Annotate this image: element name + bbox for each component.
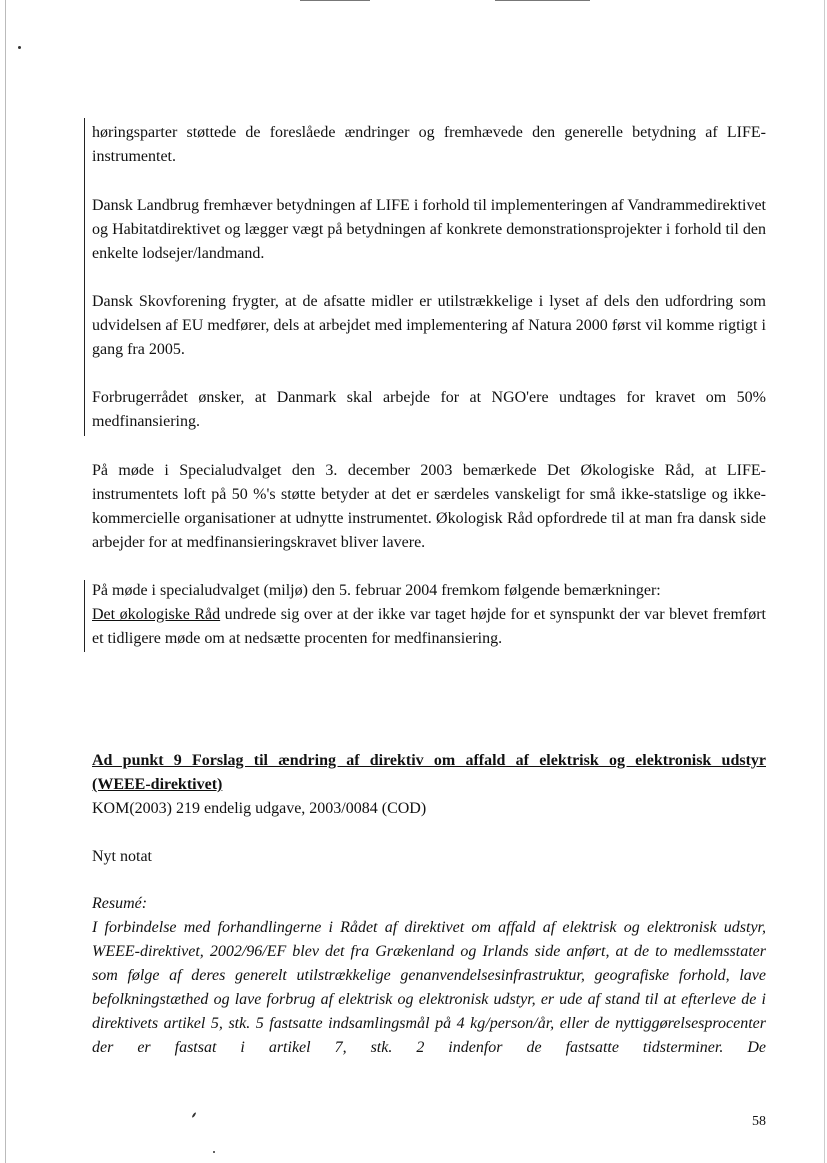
page-number: 58 bbox=[752, 1114, 766, 1129]
change-bar bbox=[84, 118, 85, 436]
scan-edge bbox=[5, 0, 6, 1163]
scan-edge bbox=[824, 0, 825, 1163]
scan-speck bbox=[191, 1112, 196, 1118]
section-heading: Ad punkt 9 Forslag til ændring af direktiv om affald af elektrisk og elektronisk udstyr bbox=[92, 752, 766, 769]
paragraph-hearing-parties: høringsparter støttede de foreslåede ændringer og fremhævede den generelle betydning af LIFE-instrumentet. bbox=[92, 124, 766, 165]
change-bar bbox=[84, 580, 85, 652]
paragraph-specialudvalget: På møde i Specialudvalget den 3. december 2003 bemærkede Det Økologiske Råd, at LIFE-instrumentets loft på 50 %'s støtte betyder at det er særdeles vanskeligt for små ikke-statslige og ikke-kommercielle organisationer at udnytte instrumentet. Økologisk Råd opfordrede til at man fra dansk side arbejder for at medfinansieringskravet bliver lavere. bbox=[92, 462, 766, 551]
meeting-note-intro: På møde i specialudvalget (miljø) den 5. februar 2004 fremkom følgende bemærkninger: bbox=[92, 582, 661, 599]
speaker-name: Det økologiske Råd bbox=[92, 606, 221, 623]
section-heading-subtitle: (WEEE-direktivet) bbox=[92, 776, 223, 793]
resume-text: I forbindelse med forhandlingerne i Rådet af direktivet om affald af elektrisk og elektronisk udstyr, WEEE-direktivet, 2002/96/EF blev det fra Grækenland og Irlands side anført, at de to medlemsstater som følge af deres generelt utilstrækkelige genanvendelsesinfrastruktur, geografiske forhold, lave befolkningstæthed og lave forbrug af elektrisk og elektronisk udstyr, er ude af stand til at efterleve de i direktivets artikel 5, stk. 5 fastsatte indsamlingsmål på 4 kg/person/år, eller de nyttiggørelsesprocenter der er fastsat i artikel 7, stk. 2 indenfor de fastsatte tidsterminer. De bbox=[92, 919, 766, 1056]
meeting-note-rest: undrede sig over at der ikke var taget højde for et synspunkt der var blevet fremført et tidligere møde om at nedsætte procenten for medfinansiering. bbox=[92, 606, 767, 647]
paragraph-dansk-skovforening: Dansk Skovforening frygter, at de afsatte midler er utilstrækkelige i lyset af dels den udfordring som udvidelsen af EU medfører, dels at arbejdet med implementering af Natura 2000 først vil komme rigtigt i gang fra 2005. bbox=[92, 293, 766, 358]
scan-artifact bbox=[495, 0, 590, 1]
resume-label: Resumé: bbox=[92, 895, 148, 912]
document-reference: KOM(2003) 219 endelig udgave, 2003/0084 (COD) bbox=[92, 800, 427, 817]
meeting-note-body bbox=[92, 603, 766, 651]
note-type: Nyt notat bbox=[92, 848, 152, 865]
scan-speck bbox=[213, 1151, 215, 1153]
paragraph-dansk-landbrug: Dansk Landbrug fremhæver betydningen af LIFE i forhold til implementeringen af Vandrammedirektivet og Habitatdirektivet og lægger vægt på betydningen af konkrete demonstrationsprojekter i forhold til den enkelte lodsejer/landmand. bbox=[92, 197, 766, 262]
scan-artifact bbox=[300, 0, 370, 1]
paragraph-forbrugerraadet: Forbrugerrådet ønsker, at Danmark skal arbejde for at NGO'ere undtages for kravet om 50% medfinansiering. bbox=[92, 389, 766, 430]
scan-speck bbox=[18, 46, 21, 49]
